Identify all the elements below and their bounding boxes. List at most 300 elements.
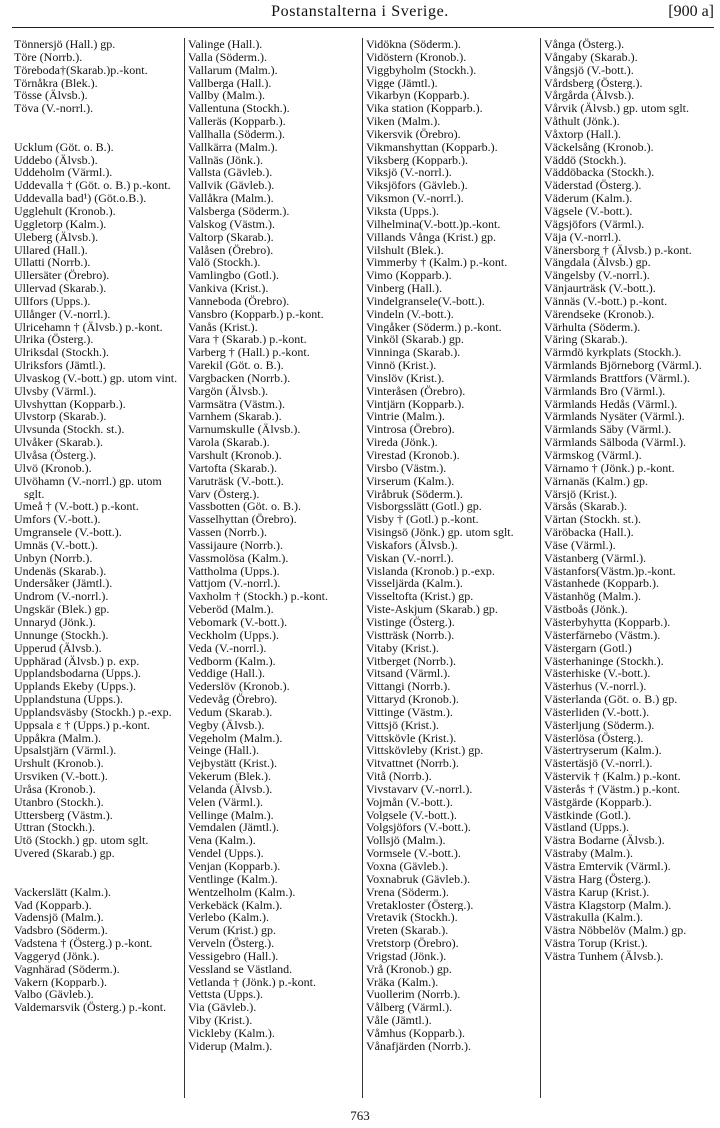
list-item: Upsalstjärn (Värml.).: [14, 744, 117, 758]
list-item: Värmlands Säby (Värml.).: [544, 423, 672, 437]
list-item: Vedum (Skarab.).: [188, 705, 273, 719]
list-item: Viskafors (Älvsb.).: [366, 538, 458, 552]
list-item: Västerlanda (Göt. o. B.) gp.: [544, 693, 678, 706]
list-item: Valsberga (Söderm.).: [188, 204, 290, 218]
list-item: Våthult (Jönk.).: [544, 115, 620, 128]
list-item: Upplands Ekeby (Upps.).: [14, 680, 136, 694]
list-item: Upplandsbodarna (Upps.).: [14, 667, 141, 681]
page-number: 763: [350, 1108, 370, 1123]
list-item: Västerliden (V.-bott.).: [544, 705, 650, 719]
list-item: Valåsen (Örebro).: [188, 243, 274, 257]
list-item: Varshult (Kronob.).: [188, 449, 282, 462]
list-item: [14, 873, 182, 886]
list-item: Viråbruk (Söderm.).: [366, 487, 463, 501]
list-item: Visseljärda (Kalm.).: [366, 577, 463, 591]
list-item: Uleberg (Älvsb.).: [14, 230, 99, 244]
list-item: Västerhiske (V.-bott.).: [544, 667, 651, 681]
list-item: Vollsjö (Malm.).: [366, 834, 446, 848]
list-item: Vreten (Skarab.).: [366, 924, 449, 938]
list-item: Ulvö (Kronob.).: [14, 461, 92, 475]
list-item: Västerljung (Söderm.).: [544, 718, 655, 732]
list-item: Vadstena † (Österg.) p.-kont.: [14, 937, 153, 950]
list-item: Uppåkra (Malm.).: [14, 731, 101, 745]
list-item: Vallnäs (Jönk.).: [188, 153, 263, 167]
list-item: Ulrika (Österg.).: [14, 333, 94, 347]
list-item: Vinköl (Skarab.) gp.: [366, 333, 464, 347]
list-item: Vansbro (Kopparb.) p.-kont.: [188, 307, 324, 321]
list-item: Uråsa (Kronob.).: [14, 782, 96, 796]
list-item: Våle (Jämtl.).: [366, 1014, 432, 1027]
list-item: Ulvaskog (V.-bott.) gp. utom vint.: [14, 371, 178, 385]
list-item: Värnamo † (Jönk.) p.-kont.: [544, 461, 675, 475]
list-item: Uvered (Skarab.) gp.: [14, 847, 115, 860]
list-item: Värmlands Sälboda (Värml.).: [544, 436, 686, 449]
list-item: Ullervad (Skarab.).: [14, 282, 107, 295]
list-item: Umeå † (V.-bott.) p.-kont.: [14, 500, 139, 514]
list-item: Väse (Värml.).: [544, 538, 616, 552]
list-item: Vårgårda (Älvsb.).: [544, 89, 635, 103]
list-item: Västerfärnebo (Västm.).: [544, 628, 661, 642]
list-item: Vattjom (V.-norrl.).: [188, 577, 281, 591]
list-item: Vamlingbo (Gotl.).: [188, 269, 279, 283]
list-item: Väckelsång (Kronob.).: [544, 140, 654, 154]
list-item: Vellinge (Malm.).: [188, 808, 274, 822]
list-item: Vrigstad (Jönk.).: [366, 949, 447, 963]
list-item: [14, 115, 182, 128]
list-item: Umfors (V.-bott.).: [14, 513, 101, 527]
list-item: Vimo (Kopparb.).: [366, 269, 452, 283]
list-item: Virserum (Kalm.).: [366, 474, 455, 488]
list-item: Vassbotten (Göt. o. B.).: [188, 500, 301, 514]
list-item: Vendel (Upps.).: [188, 847, 264, 860]
list-item: Västboås (Jönk.).: [544, 603, 628, 616]
list-item: Ullersäter (Örebro).: [14, 269, 110, 283]
list-item: Viksberg (Kopparb.).: [366, 153, 469, 167]
list-item: Vaggeryd (Jönk.).: [14, 949, 100, 963]
list-item: Vitsand (Värml.).: [366, 667, 451, 681]
list-item: Vigge (Jämtl.).: [366, 76, 438, 90]
list-item: Värsås (Skarab.).: [544, 500, 627, 514]
list-item: Varnhem (Skarab.).: [188, 410, 282, 424]
list-item: Vallentuna (Stockh.).: [188, 102, 290, 116]
list-item: Vistinge (Österg.).: [366, 615, 455, 629]
list-item: Valla (Söderm.).: [188, 50, 267, 64]
list-item: Valinge (Hall.).: [188, 38, 263, 51]
list-item: Veinge (Hall.).: [188, 744, 259, 758]
list-item: Värmdö kyrkplats (Stockh.).: [544, 346, 682, 360]
list-item: Vassen (Norrb.).: [188, 526, 267, 539]
list-item: Vintrosa (Örebro).: [366, 423, 455, 437]
list-item: Västra Klagstorp (Malm.).: [544, 898, 672, 912]
list-item: Vadensjö (Malm.).: [14, 911, 104, 925]
list-item: Vinninga (Skarab.).: [366, 346, 461, 360]
list-item: Västra Harg (Österg.).: [544, 872, 651, 886]
list-item: Vägsele (V.-bott.).: [544, 204, 633, 218]
list-item: Viken (Malm.).: [366, 115, 441, 128]
list-item: Vinberg (Hall.).: [366, 282, 443, 295]
list-item: Väring (Skarab.).: [544, 333, 628, 347]
list-item: Vittskövle (Krist.).: [366, 731, 457, 745]
list-item: Uddeholm (Värml.).: [14, 166, 113, 180]
list-item: Vånafjärden (Norrb.).: [366, 1039, 471, 1053]
list-item: Västra Nöbbelöv (Malm.) gp.: [544, 924, 687, 938]
list-item: Valleräs (Kopparb.).: [188, 115, 286, 128]
list-item: Viskan (V.-norrl.).: [366, 551, 454, 565]
list-item: Ullared (Hall.).: [14, 243, 88, 257]
list-item: Värmlands Brattfors (Värml.).: [544, 371, 690, 385]
list-item: Uggletorp (Kalm.).: [14, 217, 107, 231]
list-item: Voxna (Gävleb.).: [366, 860, 449, 873]
list-item: Varola (Skarab.).: [188, 436, 270, 449]
list-item: Värmskog (Värml.).: [544, 449, 642, 462]
list-item: Västra Torup (Krist.).: [544, 937, 648, 950]
list-item: Uddevalla † (Göt. o. B.) p.-kont.: [14, 179, 171, 193]
list-item: Vickleby (Kalm.).: [188, 1026, 275, 1040]
list-item: Vejbystätt (Krist.).: [188, 757, 277, 771]
list-item: Vänjaurträsk (V.-bott.).: [544, 282, 656, 295]
list-item: Viby (Krist.).: [188, 1014, 253, 1027]
list-item: Vedevåg (Örebro).: [188, 693, 278, 706]
list-item: Värtan (Stockh. st.).: [544, 513, 641, 527]
list-item: Vindelgransele(V.-bott.).: [366, 294, 485, 308]
list-item: Väröbacka (Hall.).: [544, 526, 634, 539]
list-item: Ullatti (Norrb.).: [14, 256, 91, 270]
list-item: Visborgsslätt (Gotl.) gp.: [366, 500, 482, 514]
list-item: Töva (V.-norrl.).: [14, 102, 94, 116]
list-item: Ullfors (Upps.).: [14, 294, 91, 308]
list-item: Uddevalla bad¹) (Göt.o.B.).: [14, 192, 147, 205]
list-item: Umgransele (V.-bott.).: [14, 526, 122, 539]
list-item: Törnåkra (Blek.).: [14, 76, 98, 90]
list-item: [14, 128, 182, 141]
list-item: Vika station (Kopparb.).: [366, 102, 483, 116]
list-item: Verveln (Österg.).: [188, 937, 275, 950]
list-item: [14, 860, 182, 873]
list-item: Veberöd (Malm.).: [188, 603, 274, 616]
list-item: Viste-Askjum (Skarab.) gp.: [366, 603, 498, 616]
list-item: Vakern (Kopparb.).: [14, 975, 107, 989]
list-item: Verkebäck (Kalm.).: [188, 898, 283, 912]
list-item: Viksmon (V.-norrl.).: [366, 192, 464, 205]
column-divider: [540, 38, 541, 1098]
list-item: Volgsele (V.-bott.).: [366, 808, 457, 822]
list-item: Vagnhärad (Söderm.).: [14, 962, 120, 976]
list-item: Vallkärra (Malm.).: [188, 140, 278, 154]
list-item: Virsbo (Västm.).: [366, 461, 447, 475]
list-item: Ugglehult (Kronob.).: [14, 204, 116, 218]
list-item: Västra Emtervik (Värml.).: [544, 860, 671, 873]
list-item: Vitvattnet (Norrb.).: [366, 757, 459, 771]
list-item: Vräka (Kalm.).: [366, 975, 439, 989]
list-item: Verum (Krist.) gp.: [188, 924, 276, 938]
list-item: Vårvik (Älvsb.) gp. utom sglt.: [544, 102, 689, 116]
list-item: Vretakloster (Österg.).: [366, 898, 474, 912]
list-item: Västanhede (Kopparb.).: [544, 577, 659, 591]
list-item: Viderup (Malm.).: [188, 1039, 273, 1053]
list-item: Utö (Stockh.) gp. utom sglt.: [14, 834, 149, 848]
list-item: Vartofta (Skarab.).: [188, 461, 277, 475]
list-item: Vittinge (Västm.).: [366, 705, 453, 719]
list-item: Valbo (Gävleb.).: [14, 988, 94, 1002]
list-item: Vallsta (Gävleb.).: [188, 166, 273, 180]
list-item: Urshult (Kronob.).: [14, 757, 104, 771]
list-item: Unnaryd (Jönk.).: [14, 615, 96, 629]
list-item: Ullånger (V.-norrl.).: [14, 307, 111, 321]
list-item: Varnumskulle (Älvsb.).: [188, 423, 301, 437]
list-item: Ursviken (V.-bott.).: [14, 770, 108, 783]
list-item: Vegeholm (Malm.).: [188, 731, 283, 745]
list-item: Valskog (Västm.).: [188, 217, 275, 231]
list-item: Vikarbyn (Kopparb.).: [366, 89, 470, 103]
list-item: Vängdala (Älvsb.) gp.: [544, 256, 651, 270]
list-item: Unbyn (Norrb.).: [14, 551, 93, 565]
list-item: Uppsala ε † (Upps.) p.-kont.: [14, 718, 151, 732]
list-item: Valö (Stockh.).: [188, 256, 261, 270]
list-item: Vegby (Älvsb.).: [188, 718, 265, 732]
list-item: Vitberget (Norrb.).: [366, 654, 457, 668]
list-item: Värhulta (Söderm.).: [544, 320, 641, 334]
list-item: Viksjöfors (Gävleb.).: [366, 179, 468, 193]
list-item: Väddöbacka (Stockh.).: [544, 166, 655, 180]
directory-columns: [14, 38, 714, 1108]
list-item: Vängelsby (V.-norrl.).: [544, 269, 650, 283]
list-item: Vessigebro (Hall.).: [188, 949, 279, 963]
list-item: Västraby (Malm.).: [544, 847, 633, 860]
list-item: Vislanda (Kronob.) p.-exp.: [366, 564, 495, 578]
list-item: Vinteråsen (Örebro).: [366, 384, 466, 398]
list-item: Västerhus (V.-norrl.).: [544, 680, 647, 694]
list-item: Vitå (Norrb.).: [366, 770, 432, 783]
list-item: Tösse (Älvsb.).: [14, 89, 88, 103]
list-item: Vallvik (Gävleb.).: [188, 179, 275, 193]
column-4: [544, 38, 714, 1108]
list-item: Varuträsk (V.-bott.).: [188, 474, 284, 488]
list-item: Velen (Värml.).: [188, 795, 263, 809]
list-item: Vessland se Västland.: [188, 962, 293, 976]
list-item: Vara † (Skarab.) p.-kont.: [188, 333, 307, 347]
list-item: Vinslöv (Krist.).: [366, 371, 445, 385]
list-item: Västanfors(Västm.)p.-kont.: [544, 564, 676, 578]
column-3: [366, 38, 538, 1108]
list-item: Visingsö (Jönk.) gp. utom sglt.: [366, 526, 514, 539]
list-item: Vistträsk (Norrb.).: [366, 628, 455, 642]
list-item: Vägsjöfors (Värml.).: [544, 217, 645, 231]
list-item: Ucklum (Göt. o. B.).: [14, 140, 114, 154]
list-item: Vilhelmina(V.-bott.)p.-kont.: [366, 217, 501, 231]
list-item: Ulvstorp (Skarab.).: [14, 410, 107, 424]
list-item: Ulvsunda (Stockh. st.).: [14, 423, 125, 437]
list-item: Vretstorp (Örebro).: [366, 937, 459, 950]
list-item: Vanås (Krist.).: [188, 320, 258, 334]
list-item: Vårdsberg (Österg.).: [544, 76, 643, 90]
list-item: Västland (Upps.).: [544, 821, 629, 835]
list-item: Väddö (Stockh.).: [544, 153, 627, 167]
list-item: Tönnersjö (Hall.) gp.: [14, 38, 116, 51]
list-item: Vallarum (Malm.).: [188, 63, 278, 77]
list-item: Varmsätra (Västm.).: [188, 397, 285, 411]
page-header: [0, 0, 720, 30]
list-item: Vallberga (Hall.).: [188, 76, 272, 90]
list-item: Ungskär (Blek.) gp.: [14, 603, 110, 616]
list-item: Västerhaninge (Stockh.).: [544, 654, 664, 668]
list-item: Vaxholm † (Stockh.) p.-kont.: [188, 590, 328, 604]
column-1: [14, 38, 182, 1108]
list-item: Vekerum (Blek.).: [188, 770, 271, 783]
list-item: Vittangi (Norrb.).: [366, 680, 451, 694]
list-item: Varekil (Göt. o. B.).: [188, 359, 284, 372]
page-reference: [900 a]: [668, 3, 714, 20]
list-item: Vackerslätt (Kalm.).: [14, 885, 111, 899]
list-item: Upplandstuna (Upps.).: [14, 693, 123, 706]
list-item: Virestad (Kronob.).: [366, 449, 460, 462]
list-item: Vrena (Söderm.).: [366, 885, 449, 899]
list-item: Vassijaure (Norrb.).: [188, 538, 283, 552]
list-item: Visseltofta (Krist.) gp.: [366, 590, 474, 604]
list-item: Västanhög (Malm.).: [544, 590, 641, 604]
list-item: Vimmerby † (Kalm.) p.-kont.: [366, 256, 508, 270]
list-item: Umnäs (V.-bott.).: [14, 538, 98, 552]
list-item: Upperud (Älvsb.).: [14, 641, 102, 655]
list-item: Västergarn (Gotl.): [544, 641, 632, 655]
list-item: Venjan (Kopparb.).: [188, 860, 281, 873]
column-divider: [184, 38, 185, 1098]
list-item: Vankiva (Krist.).: [188, 282, 269, 295]
list-item: Vormsele (V.-bott.).: [366, 847, 461, 860]
list-item: Unnunge (Stockh.).: [14, 628, 109, 642]
list-item: Velanda (Älvsb.).: [188, 782, 273, 796]
list-item: Vännäs (V.-bott.) p.-kont.: [544, 294, 668, 308]
column-divider: [362, 38, 363, 1098]
list-item: Viksta (Upps.).: [366, 204, 439, 218]
list-item: Voxnabruk (Gävleb.).: [366, 872, 471, 886]
list-item: Vojmån (V.-bott.).: [366, 795, 453, 809]
list-item: Värmlands Hedås (Värml.).: [544, 397, 678, 411]
list-item: Vebomark (V.-bott.).: [188, 615, 288, 629]
list-item: Vattholma (Upps.).: [188, 564, 280, 578]
list-item: Valtorp (Skarab.).: [188, 230, 274, 244]
list-item: Vittaryd (Kronob.).: [366, 693, 459, 706]
list-item: Vemdalen (Jämtl.).: [188, 821, 279, 835]
list-item: Vingåker (Söderm.) p.-kont.: [366, 320, 502, 334]
list-item: Varberg † (Hall.) p.-kont.: [188, 346, 310, 360]
list-item: Vanneboda (Örebro).: [188, 294, 290, 308]
list-item: Vettsta (Upps.).: [188, 988, 263, 1002]
list-item: Västerbyhytta (Kopparb.).: [544, 615, 671, 629]
list-item: Ulvåker (Skarab.).: [14, 436, 103, 449]
list-item: Viggbyholm (Stockh.).: [366, 63, 477, 77]
list-item: Veda (V.-norrl.).: [188, 641, 267, 655]
list-item: Västerlösa (Österg.).: [544, 731, 644, 745]
list-item: Vasselhyttan (Örebro).: [188, 513, 297, 527]
list-item: Vintjärn (Kopparb.).: [366, 397, 465, 411]
list-item: Vångaby (Skarab.).: [544, 50, 638, 64]
list-item: Viksjö (V.-norrl.).: [366, 166, 452, 180]
list-item: Vittskövleby (Krist.) gp.: [366, 744, 484, 758]
list-item: Volgsjöfors (V.-bott.).: [366, 821, 471, 835]
list-item: Vittsjö (Krist.).: [366, 718, 439, 732]
list-item: Vikmanshyttan (Kopparb.).: [366, 140, 498, 154]
list-item: Vederslöv (Kronob.).: [188, 680, 290, 694]
list-item: Vena (Kalm.).: [188, 834, 256, 848]
list-item: Värendseke (Kronob.).: [544, 307, 655, 321]
list-item: Värnanäs (Kalm.) gp.: [544, 474, 648, 488]
list-item: Veddige (Hall.).: [188, 667, 265, 681]
header-rule: [12, 27, 714, 28]
list-item: Vinnö (Krist.).: [366, 359, 437, 372]
list-item: Vargbacken (Norrb.).: [188, 371, 291, 385]
list-item: Vretavik (Stockh.).: [366, 911, 458, 925]
list-item: Undrom (V.-norrl.).: [14, 590, 109, 604]
list-item: Västra Bodarne (Älvsb.).: [544, 834, 665, 848]
list-item: Vrå (Kronob.) gp.: [366, 962, 452, 976]
list-item: Veckholm (Upps.).: [188, 628, 279, 642]
list-item: Vänersborg † (Älvsb.) p.-kont.: [544, 243, 692, 257]
list-item: Ulvåsa (Österg.).: [14, 449, 97, 462]
list-item: Våxtorp (Hall.).: [544, 127, 621, 141]
list-item: Väderum (Kalm.).: [544, 192, 633, 205]
list-item: Villands Vånga (Krist.) gp.: [366, 230, 497, 244]
list-item: Vetlanda † (Jönk.) p.-kont.: [188, 975, 316, 989]
list-item: Upplandsväsby (Stockh.) p.-exp.: [14, 705, 172, 719]
list-item: Visby † (Gotl.) p.-kont.: [366, 513, 479, 527]
list-item: Uttran (Stockh.).: [14, 821, 95, 835]
list-item: Ulriksdal (Stockh.).: [14, 346, 109, 360]
list-item: Väja (V.-norrl.).: [544, 230, 622, 244]
list-item: Vidöstern (Kronob.).: [366, 50, 467, 64]
list-item: Vivstavarv (V.-norrl.).: [366, 782, 473, 796]
list-item: Västrakulla (Kalm.).: [544, 911, 643, 925]
list-item: Västanberg (Värml.).: [544, 551, 647, 565]
list-item: Vångsjö (V.-bott.).: [544, 63, 634, 77]
list-item: Vad (Kopparb.).: [14, 898, 92, 912]
list-item: Ulriksfors (Jämtl.).: [14, 359, 106, 372]
list-item: Våmhus (Kopparb.).: [366, 1026, 465, 1040]
list-item: Vidökna (Söderm.).: [366, 38, 461, 51]
list-item: Upphärad (Älvsb.) p. exp.: [14, 654, 140, 668]
list-item: Uttersberg (Västm.).: [14, 808, 113, 822]
list-item: Töre (Norrb.).: [14, 50, 83, 64]
list-item: Undersåker (Jämtl.).: [14, 577, 113, 591]
list-item: Vargön (Älvsb.).: [188, 384, 269, 398]
list-item: Västervik † (Kalm.) p.-kont.: [544, 770, 681, 783]
list-item: Västertäsjö (V.-norrl.).: [544, 757, 653, 771]
list-item: Vuollerim (Norrb.).: [366, 988, 461, 1002]
list-item: Vånga (Österg.).: [544, 38, 625, 51]
list-item: Vikersvik (Örebro).: [366, 127, 461, 141]
list-item: Vireda (Jönk.).: [366, 436, 438, 449]
list-item: Verlebo (Kalm.).: [188, 911, 269, 925]
list-item: Väderstad (Österg.).: [544, 179, 642, 193]
list-item: Västra Karup (Krist.).: [544, 885, 650, 899]
list-item: Vilshult (Blek.).: [366, 243, 444, 257]
list-item: Vallåkra (Malm.).: [188, 192, 274, 205]
page-title: Postanstalterna i Sverige.: [271, 3, 449, 20]
list-item: Västertryserum (Kalm.).: [544, 744, 662, 758]
list-item: Ulvöhamn (V.-norrl.) gp. utom sglt.: [14, 474, 165, 501]
list-item: Västkinde (Gotl.).: [544, 808, 631, 822]
list-item: Värmlands Björneborg (Värml.).: [544, 359, 702, 372]
list-item: Wentzelholm (Kalm.).: [188, 885, 296, 899]
list-item: Vindeln (V.-bott.).: [366, 307, 454, 321]
list-item: Ulvshyttan (Kopparb.).: [14, 397, 126, 411]
list-item: Vålberg (Värml.).: [366, 1001, 453, 1015]
list-item: Ventlinge (Kalm.).: [188, 872, 278, 886]
list-item: Vintrie (Malm.).: [366, 410, 445, 424]
list-item: Värmlands Bro (Värml.).: [544, 384, 666, 398]
list-item: Ulricehamn † (Älvsb.) p.-kont.: [14, 320, 163, 334]
list-item: Varv (Österg.).: [188, 487, 260, 501]
list-item: Via (Gävleb.).: [188, 1001, 257, 1015]
